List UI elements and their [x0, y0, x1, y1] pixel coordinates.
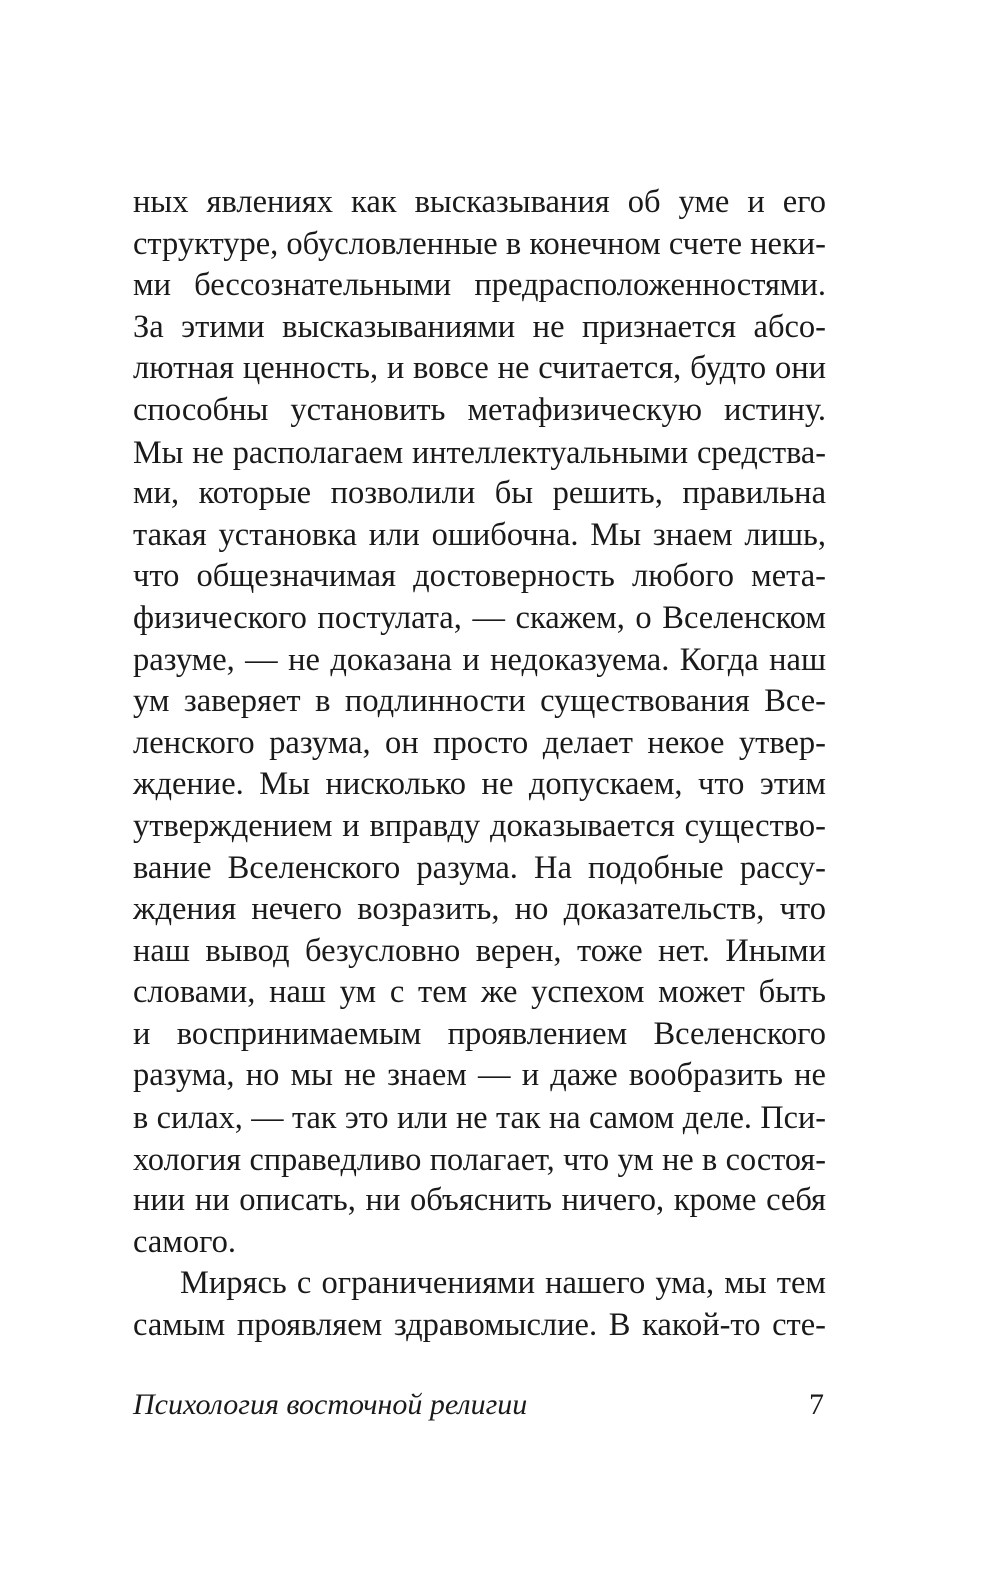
text-line: разума, но мы не знаем — и даже вообразить не	[133, 1057, 826, 1094]
text-line: самого.	[133, 1223, 236, 1260]
text-line: ждение. Мы нисколько не допускаем, что этим	[133, 766, 826, 803]
text-line: ждения нечего возразить, но доказательств, что	[133, 891, 826, 928]
text-line: наш вывод безусловно верен, тоже нет. Иными	[133, 932, 826, 969]
running-title: Психология восточной религии	[133, 1388, 528, 1421]
text-line: За этими высказываниями не признается абсо-	[133, 308, 826, 345]
text-line: самым проявляем здравомыслие. В какой-то сте-	[133, 1307, 826, 1344]
text-line: Мирясь с ограничениями нашего ума, мы тем	[180, 1265, 826, 1302]
text-line: утверждением и вправду доказывается существо-	[133, 807, 826, 844]
text-line: лютная ценность, и вовсе не считается, будто они	[133, 350, 826, 387]
page-number: 7	[809, 1388, 824, 1421]
text-line: нии ни описать, ни объяснить ничего, кроме себя	[133, 1182, 826, 1219]
text-line: хология справедливо полагает, что ум не в состоя-	[133, 1140, 826, 1177]
text-line: структуре, обусловленные в конечном счете неки-	[133, 225, 826, 262]
text-line: вание Вселенского разума. На подобные рассу-	[133, 849, 826, 886]
text-line: разуме, — не доказана и недоказуема. Когда наш	[133, 641, 826, 678]
text-line: физического постулата, — скажем, о Вселенском	[133, 599, 826, 636]
text-line: словами, наш ум с тем же успехом может быть	[133, 974, 826, 1011]
body-text	[133, 182, 826, 1347]
text-line: ных явлениях как высказывания об уме и его	[133, 184, 826, 220]
text-line: ленского разума, он просто делает некое утвер-	[133, 724, 826, 761]
text-line: и воспринимаемым проявлением Вселенского	[133, 1015, 826, 1052]
text-line: такая установка или ошибочна. Мы знаем лишь,	[133, 516, 826, 553]
text-line: Мы не располагаем интеллектуальными средства-	[133, 433, 826, 470]
text-line: в силах, — так это или не так на самом деле. Пси-	[133, 1099, 826, 1136]
text-line: способны установить метафизическую истину.	[133, 391, 826, 428]
text-line: ми, которые позволили бы решить, правильна	[133, 475, 826, 512]
text-line: ми бессознательными предрасположенностями.	[133, 267, 826, 304]
text-line: ум заверяет в подлинности существования Все-	[133, 683, 826, 720]
text-line: что общезначимая достоверность любого мета-	[133, 558, 826, 595]
page-footer	[133, 1383, 826, 1427]
